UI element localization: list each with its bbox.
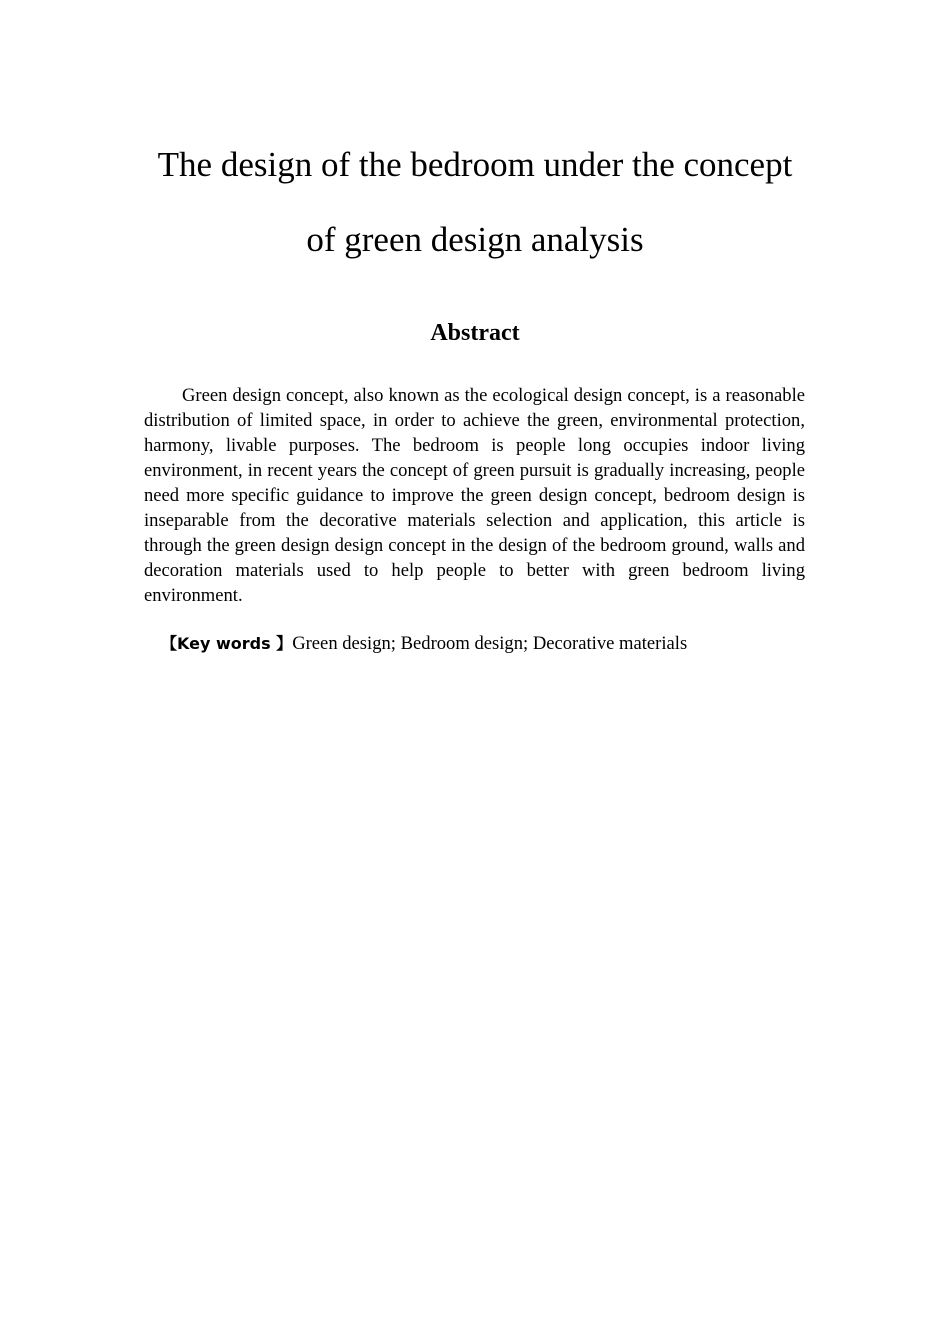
keywords-label: 【Key words 】 [161, 634, 293, 653]
paper-title-line-1: The design of the bedroom under the concept [157, 145, 793, 184]
keywords-line [161, 631, 841, 657]
paper-title-line-2: of green design analysis [306, 220, 644, 259]
abstract-body: Green design concept, also known as the ecological design concept, is a reasonable distribution of limited space, in order to achieve the green, environmental protection, harmony, livable purposes. The bedroom is people long occupies indoor living environment, in recent years the concept of green pursuit is gradually increasing, people need more specific guidance to improve the green design concept, bedroom design is inseparable from the decorative materials selection and application, this article is through the green design design concept in the design of the bedroom ground, walls and decoration materials used to help people to better with green bedroom living environment. [144, 385, 805, 606]
abstract-heading: Abstract [430, 320, 520, 346]
keywords-text: Green design; Bedroom design; Decorative materials [292, 633, 688, 654]
